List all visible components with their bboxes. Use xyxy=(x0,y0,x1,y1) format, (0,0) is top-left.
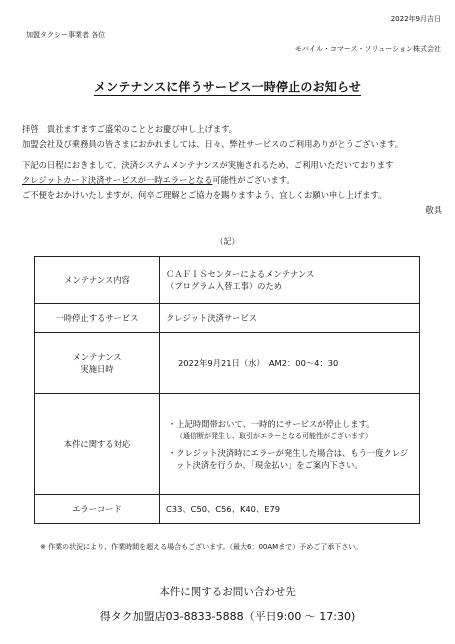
contact-heading: 本件に関するお問い合わせ先 xyxy=(159,586,296,598)
table-row xyxy=(35,495,420,524)
notice-title-text: メンテナンスに伴うサービス一時停止のお知らせ xyxy=(93,80,362,94)
row-value xyxy=(160,257,420,304)
row-value: C33、C50、C56、K40、E79 xyxy=(160,495,420,524)
closing-word: 敬具 xyxy=(425,205,442,215)
row-label-line2: 実施日時 xyxy=(80,364,114,374)
notice-title xyxy=(0,78,455,95)
response-bullet-2: ・クレジット決済時にエラーが発生した場合は、もう一度クレジット決済を行うか、「現金払い」をご案内下さい。 xyxy=(168,447,409,470)
impact-rest: 可能性がございます。 xyxy=(212,175,295,185)
addressee: 加盟タクシー事業者 各位 xyxy=(26,31,106,39)
impact-underlined: クレジットカード決済サービスが一時エラーとなる xyxy=(22,175,213,185)
maintenance-table xyxy=(34,256,420,524)
sender-company: モバイル・コマース・ソリューション株式会社 xyxy=(294,45,441,53)
maintenance-content-line2: （プログラム入替工事）のため xyxy=(166,281,283,291)
contact-phone: 得タク加盟店03-8833-5888（平日9:00 ～ 17:30) xyxy=(99,610,356,623)
impact-line xyxy=(22,173,442,188)
maintenance-content-line1: ＣＡＦＩＳセンターによるメンテナンス xyxy=(166,269,315,279)
greeting-line: 拝啓 貴社ますますご盛栄のこととお慶び申し上げます。 xyxy=(22,124,238,134)
request-line: ご不便をおかけいたしますが、何卒ご理解とご協力を賜りますよう、宜しくお願い申し上げます。 xyxy=(22,190,387,200)
row-value: クレジット決済サービス xyxy=(160,304,420,333)
notice-body xyxy=(22,122,442,218)
row-label: エラーコード xyxy=(35,495,160,524)
row-label: メンテナンス内容 xyxy=(35,257,160,304)
row-label: 本件に関する対応 xyxy=(35,394,160,495)
row-label-line1: メンテナンス xyxy=(72,352,122,362)
row-value xyxy=(160,394,420,495)
ki-marker: （記） xyxy=(215,237,240,246)
row-label xyxy=(35,333,160,394)
table-row xyxy=(35,394,420,495)
schedule-line: 下記の日程におきまして、決済システムメンテナンスが実施されるため、ご利用いただいております xyxy=(22,160,394,170)
table-row xyxy=(35,304,420,333)
row-label: 一時停止するサービス xyxy=(35,304,160,333)
table-row xyxy=(35,333,420,394)
row-value: 2022年9月21日（水） AM2：00～4：30 xyxy=(160,333,420,394)
footnote: ※ 作業の状況により、作業時間を超える場合もございます。（最大6：00AMまで）予めご了承下さい。 xyxy=(40,543,363,551)
response-bullet-1-note: （通信断が発生し、取引がエラーとなる可能性がございます） xyxy=(176,431,372,440)
table-row xyxy=(35,257,420,304)
issue-date: 2022年9月吉日 xyxy=(390,15,441,23)
thanks-line: 加盟会社及び乗務員の皆さまにおかれましては、日々、弊社サービスのご利用ありがとうございます。 xyxy=(22,139,403,149)
response-bullet-1: ・上記時間帯おいて、一時的にサービスが停止します。 xyxy=(168,418,375,429)
